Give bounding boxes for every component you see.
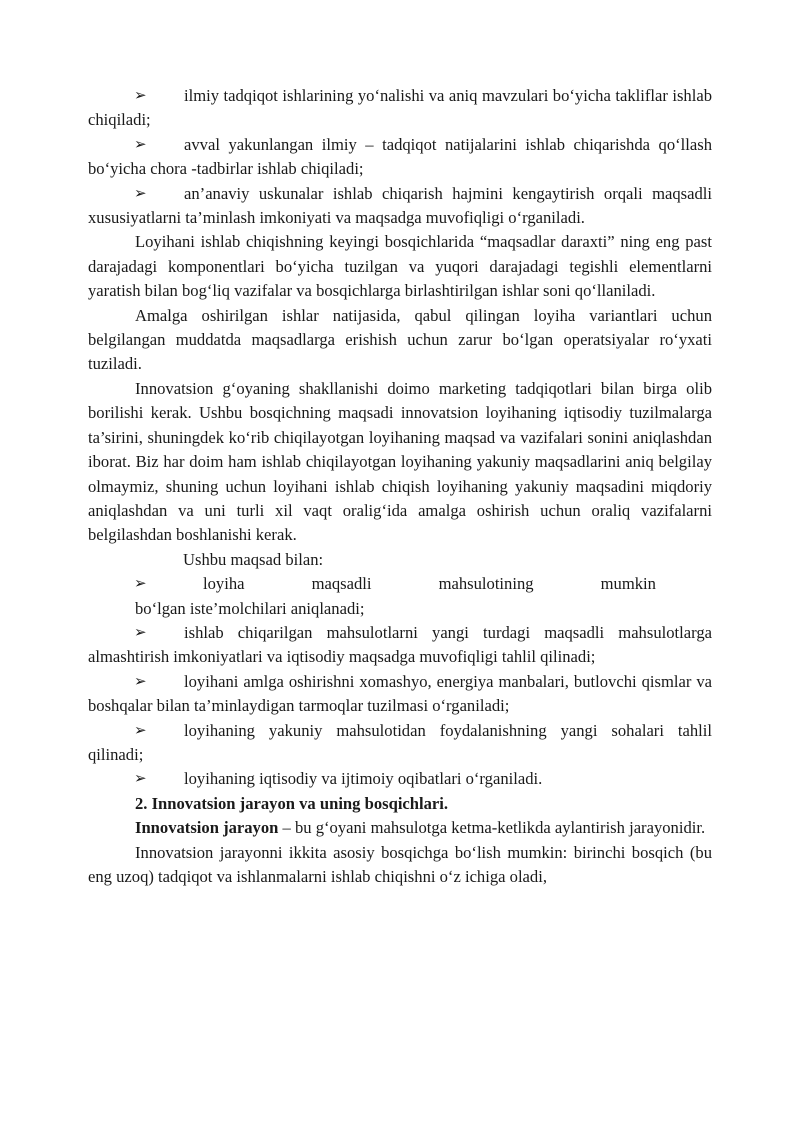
document-page	[88, 84, 712, 889]
paragraph: Amalga oshirilgan ishlar natijasida, qabul qilingan loyiha variantlari uchun belgilangan muddatda maqsadlarga erishish uchun zarur bo‘lgan operatsiyalar ro‘yxati tuziladi.	[88, 305, 712, 374]
paragraph: Loyihani ishlab chiqishning keyingi bosqichlarida “maqsadlar daraxti” ning eng past darajadagi komponentlari bo‘yicha tuzilgan va yuqori darajadagi tegishli elementlarni yaratish bilan bog‘liq vazifalar va bosqichlarga birlashtirilgan ishlar soni qo‘llaniladi.	[88, 232, 712, 301]
arrow-bullet-icon: ➢	[134, 185, 147, 202]
arrow-bullet-icon: ➢	[134, 673, 147, 690]
bullet-item: ➢ loyihaning yakuniy mahsulotidan foydalanishning yangi sohalari tahlil qilinadi;	[88, 720, 712, 764]
bullet-item: ➢ avval yakunlangan ilmiy – tadqiqot natijalarini ishlab chiqarishda qo‘llash bo‘yicha chora -tadbirlar ishlab chiqiladi;	[88, 134, 712, 179]
arrow-bullet-icon: ➢	[134, 722, 147, 739]
bullet-item: ➢ loyihaning iqtisodiy va ijtimoiy oqibatlari o‘rganiladi.	[88, 767, 712, 791]
section-heading: 2. Innovatsion jarayon va uning bosqichlari.	[135, 793, 449, 813]
arrow-bullet-icon: ➢	[134, 576, 147, 593]
bullet-item: ➢ ilmiy tadqiqot ishlarining yo‘nalishi va aniq mavzulari bo‘yicha takliflar ishlab chiqiladi;	[88, 86, 712, 130]
bullet-item: ➢ an’anaviy uskunalar ishlab chiqarish hajmini kengaytirish orqali maqsadli xususiyatlarni ta’minlash imkoniyati va maqsadga muvofiqligi o‘rganiladi.	[88, 183, 712, 228]
intro-line: Ushbu maqsad bilan:	[183, 549, 324, 569]
bullet-item-spread: ➢ loyiha maqsadli mahsulotining mumkin bo‘lgan iste’molchilari aniqlanadi;	[134, 574, 656, 618]
definition-term: Innovatsion jarayon	[135, 818, 279, 838]
bullet-item: ➢ ishlab chiqarilgan mahsulotlarni yangi turdagi maqsadli mahsulotlarga almashtirish imkoniyatlari va iqtisodiy maqsadga muvofiqligi tahlil qilinadi;	[88, 622, 712, 667]
arrow-bullet-icon: ➢	[134, 771, 147, 788]
arrow-bullet-icon: ➢	[134, 624, 147, 641]
arrow-bullet-icon: ➢	[134, 88, 147, 104]
bullet-item: ➢ loyihani amlga oshirishni xomashyo, energiya manbalari, butlovchi qismlar va boshqalar bilan ta’minlaydigan tarmoqlar tuzilmasi o‘rganiladi;	[88, 671, 712, 716]
definition-paragraph: Innovatsion jarayon – bu g‘oyani mahsulotga ketma-ketlikda aylantirish jarayonidir.	[135, 818, 706, 838]
paragraph: Innovatsion jarayonni ikkita asosiy bosqichga bo‘lish mumkin: birinchi bosqich (bu eng uzoq) tadqiqot va ishlanmalarni ishlab chiqishni o‘z ichiga oladi,	[88, 842, 712, 886]
paragraph: Innovatsion g‘oyaning shakllanishi doimo marketing tadqiqotlari bilan birga olib borilishi kerak. Ushbu bosqichning maqsadi innovatsion loyihaning iqtisodiy tuzilmalarga ta’sirini, shuningdek ko‘rib chiqilayotgan loyihaning maqsad va vazifalari sonini aniqlashdan iborat. Biz har doim ham ishlab chiqilayotgan loyihaning yakuniy maqsadlarini aniq belgilay olmaymiz, shuning uchun loyihani ishlab chiqish loyihaning yakuniy maqsadini miqdoriy aniqlashdan va uni turli xil vaqt oralig‘ida amalga oshirish uchun oraliq vazifalarni belgilashdan boshlanishi kerak.	[88, 378, 712, 545]
arrow-bullet-icon: ➢	[134, 136, 147, 153]
